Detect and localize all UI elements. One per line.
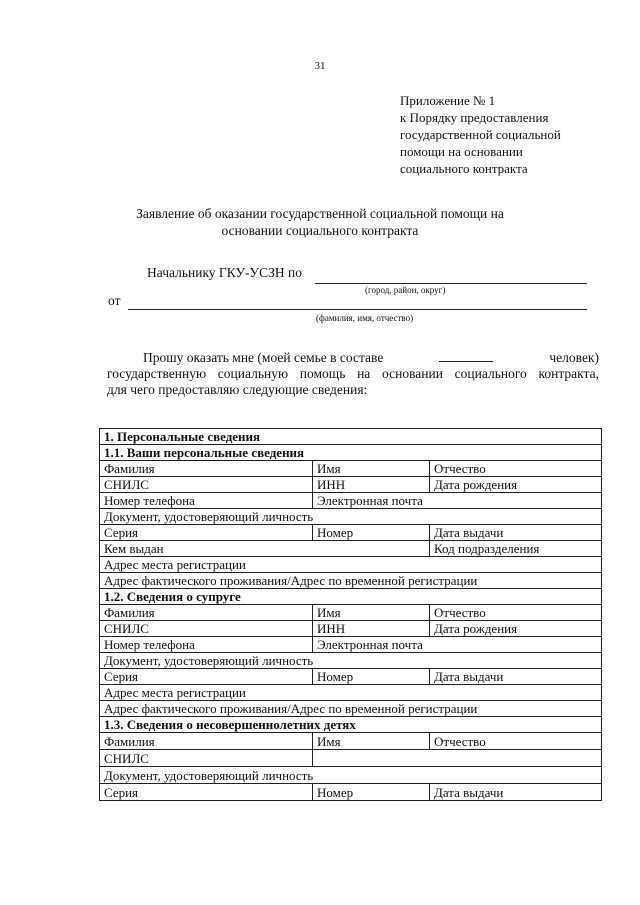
spouse-surname[interactable]: Фамилия <box>104 605 155 620</box>
table-row <box>100 767 601 784</box>
from-hint: (фамилия, имя, отчество) <box>316 313 414 323</box>
applicant-inn[interactable]: ИНН <box>312 477 429 492</box>
spouse-birth-date[interactable]: Дата рождения <box>429 621 601 636</box>
section-header <box>100 445 601 461</box>
spouse-doc-series[interactable]: Серия <box>104 669 139 684</box>
applicant-name[interactable]: Имя <box>312 461 429 476</box>
spouse-phone[interactable]: Номер телефона <box>104 637 195 652</box>
child-id-document[interactable]: Документ, удостоверяющий личность <box>104 768 314 783</box>
request-end: человек) <box>549 350 599 365</box>
spouse-doc-number[interactable]: Номер <box>312 669 429 684</box>
section-header <box>100 717 601 733</box>
applicant-snils[interactable]: СНИЛС <box>104 477 149 492</box>
request-paragraph <box>107 350 599 398</box>
table-row <box>100 669 601 685</box>
child-doc-issue-date[interactable]: Дата выдачи <box>429 784 601 800</box>
title-line: Заявление об оказании государственной социальной помощи на <box>136 206 504 221</box>
applicant-doc-issue-date[interactable]: Дата выдачи <box>429 525 601 540</box>
table-row <box>100 509 601 525</box>
appendix-line: государственной социальной <box>400 127 561 142</box>
page-number: 31 <box>314 60 326 72</box>
applicant-doc-number[interactable]: Номер <box>312 525 429 540</box>
table-row <box>100 653 601 669</box>
table-row <box>100 525 601 541</box>
appendix-line: социального контракта <box>400 161 528 176</box>
spouse-name[interactable]: Имя <box>312 605 429 620</box>
family-size-field[interactable] <box>439 361 493 362</box>
applicant-doc-series[interactable]: Серия <box>104 525 139 540</box>
addressee-field[interactable] <box>315 283 587 284</box>
child-snils-value[interactable] <box>312 750 601 766</box>
applicant-actual-address[interactable]: Адрес фактического проживания/Адрес по временной регистрации <box>104 573 478 588</box>
addressee-hint: (город, район, округ) <box>365 285 446 295</box>
child-doc-number[interactable]: Номер <box>312 784 429 800</box>
from-field[interactable] <box>128 309 587 310</box>
child-patronymic[interactable]: Отчество <box>429 733 601 749</box>
applicant-doc-division-code[interactable]: Код подразделения <box>429 541 601 556</box>
section-title: 1. Персональные сведения <box>104 429 261 444</box>
appendix-line: к Порядку предоставления <box>400 110 549 125</box>
applicant-id-document[interactable]: Документ, удостоверяющий личность <box>104 509 314 524</box>
section-title: 1.1. Ваши персональные сведения <box>104 445 305 460</box>
spouse-actual-address[interactable]: Адрес фактического проживания/Адрес по временной регистрации <box>104 701 478 716</box>
table-row <box>100 477 601 493</box>
request-start: Прошу оказать мне (моей семье в составе <box>143 350 384 365</box>
document-title <box>80 205 560 239</box>
table-row <box>100 733 601 750</box>
applicant-phone[interactable]: Номер телефона <box>104 493 195 508</box>
spouse-registration-address[interactable]: Адрес места регистрации <box>104 685 246 700</box>
table-row <box>100 621 601 637</box>
applicant-patronymic[interactable]: Отчество <box>429 461 601 476</box>
from-label: от <box>108 293 121 308</box>
table-row <box>100 685 601 701</box>
table-row <box>100 701 601 717</box>
spouse-email[interactable]: Электронная почта <box>312 637 601 652</box>
personal-info-table <box>99 428 602 801</box>
table-row <box>100 461 601 477</box>
table-row <box>100 541 601 557</box>
child-doc-series[interactable]: Серия <box>104 785 139 800</box>
section-header <box>100 429 601 445</box>
table-row <box>100 750 601 767</box>
appendix-line: помощи на основании <box>400 144 523 159</box>
applicant-surname[interactable]: Фамилия <box>104 461 155 476</box>
request-line: для чего предоставляю следующие сведения: <box>107 382 368 397</box>
spouse-doc-issue-date[interactable]: Дата выдачи <box>429 669 601 684</box>
child-surname[interactable]: Фамилия <box>104 734 155 749</box>
appendix-note <box>400 92 561 177</box>
child-snils[interactable]: СНИЛС <box>104 751 149 766</box>
spouse-patronymic[interactable]: Отчество <box>429 605 601 620</box>
addressee-label: Начальнику ГКУ-УСЗН по <box>147 265 302 280</box>
spouse-inn[interactable]: ИНН <box>312 621 429 636</box>
applicant-birth-date[interactable]: Дата рождения <box>429 477 601 492</box>
table-row <box>100 605 601 621</box>
section-header <box>100 589 601 605</box>
section-title: 1.2. Сведения о супруге <box>104 589 241 604</box>
table-row <box>100 573 601 589</box>
table-row <box>100 493 601 509</box>
applicant-email[interactable]: Электронная почта <box>312 493 601 508</box>
table-row <box>100 784 601 801</box>
appendix-line: Приложение № 1 <box>400 93 496 108</box>
table-row <box>100 637 601 653</box>
section-title: 1.3. Сведения о несовершеннолетних детях <box>104 717 356 732</box>
spouse-id-document[interactable]: Документ, удостоверяющий личность <box>104 653 314 668</box>
title-line: основании социального контракта <box>221 223 419 238</box>
applicant-registration-address[interactable]: Адрес места регистрации <box>104 557 246 572</box>
spouse-snils[interactable]: СНИЛС <box>104 621 149 636</box>
applicant-doc-issued-by[interactable]: Кем выдан <box>104 541 164 556</box>
table-row <box>100 557 601 573</box>
request-line: государственную социальную помощь на основании социального контракта, <box>107 366 599 381</box>
child-name[interactable]: Имя <box>312 733 429 749</box>
